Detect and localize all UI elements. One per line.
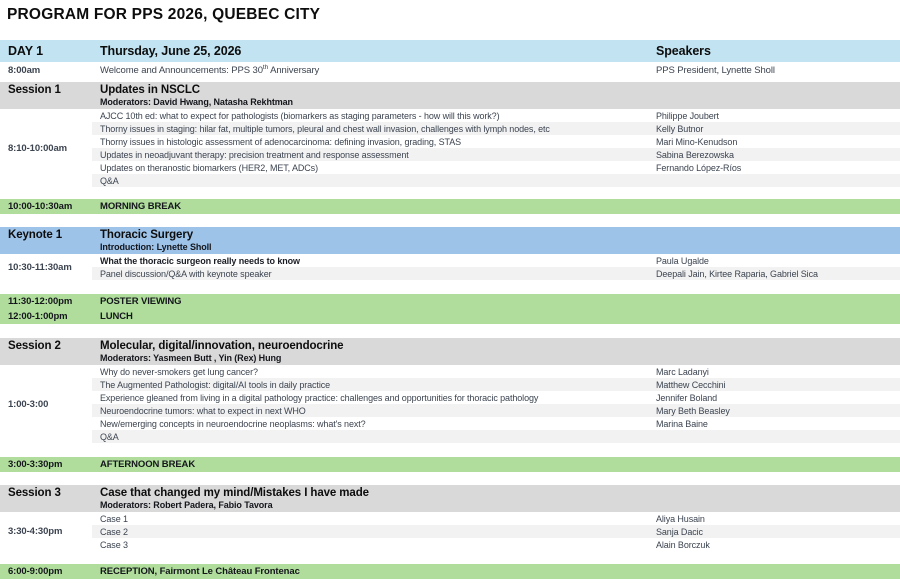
talk-row — [92, 430, 900, 443]
spacer — [0, 187, 900, 199]
talk-title: Why do never-smokers get lung cancer? — [100, 366, 258, 377]
spacer — [0, 551, 900, 564]
talk-speaker: Sabina Berezowska — [656, 149, 734, 160]
session3-moderators: Moderators: Robert Padera, Fabio Tavora — [100, 500, 273, 510]
session1-header — [0, 82, 900, 109]
session2-body — [0, 365, 900, 443]
talk-speaker: Aliya Husain — [656, 513, 705, 524]
spacer — [0, 214, 900, 227]
talk-title: Case 3 — [100, 539, 128, 550]
morning-break-row — [0, 199, 900, 214]
speakers-column-header: Speakers — [656, 44, 711, 58]
talk-title: AJCC 10th ed: what to expect for pathologists (biomarkers as staging parameters - how will this work?) — [100, 110, 500, 121]
keynote1-header — [0, 227, 900, 254]
poster-viewing-row — [0, 294, 900, 309]
talk-speaker: Matthew Cecchini — [656, 379, 726, 390]
day-header-row — [0, 40, 900, 62]
talk-speaker: Deepali Jain, Kirtee Raparia, Gabriel Sica — [656, 268, 818, 279]
talk-title: Thorny issues in histologic assessment of adenocarcinoma: defining invasion, grading, STAS — [100, 136, 462, 147]
talk-speaker: Mari Mino-Kenudson — [656, 136, 738, 147]
welcome-title-sup: th — [262, 63, 269, 71]
session2-label: Session 2 — [8, 340, 61, 352]
session1-title: Updates in NSCLC — [100, 84, 200, 96]
session2-header — [0, 338, 900, 365]
talk-title: Experience gleaned from living in a digital pathology practice: challenges and opportunities for thoracic pathology — [100, 392, 539, 403]
talk-title: The Augmented Pathologist: digital/AI tools in daily practice — [100, 379, 331, 390]
talk-speaker: Mary Beth Beasley — [656, 405, 730, 416]
talk-title: Updates on theranostic biomarkers (HER2, MET, ADCs) — [100, 162, 318, 173]
afternoon-break-row — [0, 457, 900, 472]
poster-viewing-time: 11:30-12:00pm — [8, 296, 73, 307]
talk-title: Case 1 — [100, 513, 128, 524]
talk-title: Panel discussion/Q&A with keynote speaker — [100, 268, 272, 279]
talk-title: What the thoracic surgeon really needs to know — [100, 255, 300, 266]
welcome-title-post: Anniversary — [268, 65, 320, 77]
session3-body — [0, 512, 900, 551]
session1-rows — [92, 109, 900, 187]
talk-speaker: Marina Baine — [656, 418, 708, 429]
welcome-speaker: PPS President, Lynette Sholl — [656, 64, 775, 76]
talk-row — [92, 148, 900, 161]
talk-speaker: Kelly Butnor — [656, 123, 704, 134]
morning-break-time: 10:00-10:30am — [8, 201, 73, 212]
talk-row — [92, 391, 900, 404]
talk-title: Updates in neoadjuvant therapy: precision treatment and response assessment — [100, 149, 409, 160]
lunch-row — [0, 309, 900, 324]
afternoon-break-time: 3:00-3:30pm — [8, 459, 63, 470]
keynote1-heading — [92, 229, 648, 253]
spacer — [0, 324, 900, 338]
welcome-title — [92, 64, 648, 76]
session1-moderators: Moderators: David Hwang, Natasha Rekhtman — [100, 97, 293, 107]
afternoon-break-label: AFTERNOON BREAK — [100, 459, 196, 470]
reception-row — [0, 564, 900, 579]
keynote1-label: Keynote 1 — [8, 229, 63, 241]
talk-row — [92, 512, 900, 525]
talk-row — [92, 122, 900, 135]
page-title: PROGRAM FOR PPS 2026, QUEBEC CITY — [7, 6, 321, 23]
talk-row — [92, 365, 900, 378]
talk-title: Neuroendocrine tumors: what to expect in next WHO — [100, 405, 306, 416]
talk-speaker: Philippe Joubert — [656, 110, 719, 121]
talk-title: Thorny issues in staging: hilar fat, multiple tumors, pleural and chest wall invasion, challenges with lymph nodes, etc — [100, 123, 550, 134]
talk-row — [92, 404, 900, 417]
keynote1-rows — [92, 254, 900, 280]
talk-title: New/emerging concepts in neuroendocrine neoplasms: what's next? — [100, 418, 366, 429]
spacer — [0, 443, 900, 457]
reception-label: RECEPTION, Fairmont Le Château Frontenac — [100, 566, 300, 577]
session2-time: 1:00-3:00 — [8, 398, 49, 410]
talk-speaker: Alain Borczuk — [656, 539, 710, 550]
keynote1-time: 10:30-11:30am — [8, 261, 72, 273]
talk-row — [92, 135, 900, 148]
talk-row — [92, 417, 900, 430]
session3-time: 3:30-4:30pm — [8, 526, 63, 537]
talk-speaker: Jennifer Boland — [656, 392, 718, 403]
talk-row — [92, 378, 900, 391]
morning-break-label: MORNING BREAK — [100, 201, 182, 212]
talk-title: Q&A — [100, 175, 119, 186]
spacer — [0, 280, 900, 294]
session3-header — [0, 485, 900, 512]
reception-time: 6:00-9:00pm — [8, 566, 63, 577]
session2-heading — [92, 340, 648, 364]
day-label: DAY 1 — [8, 44, 43, 58]
talk-row — [92, 538, 900, 551]
session1-label: Session 1 — [8, 84, 61, 96]
talk-speaker: Paula Ugalde — [656, 255, 709, 266]
session2-title: Molecular, digital/innovation, neuroendocrine — [100, 340, 344, 352]
talk-row — [92, 161, 900, 174]
talk-title: Q&A — [100, 431, 119, 442]
welcome-time: 8:00am — [8, 64, 41, 76]
talk-speaker: Sanja Dacic — [656, 526, 703, 537]
talk-row — [92, 267, 900, 280]
keynote1-title: Thoracic Surgery — [100, 229, 193, 241]
session1-heading — [92, 84, 648, 108]
session3-heading — [92, 487, 648, 511]
session3-label: Session 3 — [8, 487, 61, 499]
talk-title: Case 2 — [100, 526, 128, 537]
session1-time: 8:10-10:00am — [8, 142, 68, 154]
date-label: Thursday, June 25, 2026 — [100, 44, 242, 58]
lunch-time: 12:00-1:00pm — [8, 311, 68, 322]
welcome-title-pre: Welcome and Announcements: PPS 30 — [100, 65, 263, 77]
talk-row — [92, 254, 900, 267]
keynote1-body — [0, 254, 900, 280]
keynote1-introduction: Introduction: Lynette Sholl — [100, 242, 212, 252]
session3-rows — [92, 512, 900, 551]
session1-body — [0, 109, 900, 187]
session2-moderators: Moderators: Yasmeen Butt , Yin (Rex) Hung — [100, 353, 282, 363]
talk-row — [92, 109, 900, 122]
talk-row — [92, 525, 900, 538]
lunch-label: LUNCH — [100, 311, 133, 322]
spacer — [0, 472, 900, 485]
session3-title: Case that changed my mind/Mistakes I have made — [100, 487, 369, 499]
talk-speaker: Fernando López-Ríos — [656, 162, 742, 173]
session2-rows — [92, 365, 900, 443]
welcome-row — [0, 62, 900, 78]
poster-viewing-label: POSTER VIEWING — [100, 296, 182, 307]
talk-row — [92, 174, 900, 187]
talk-speaker: Marc Ladanyi — [656, 366, 709, 377]
